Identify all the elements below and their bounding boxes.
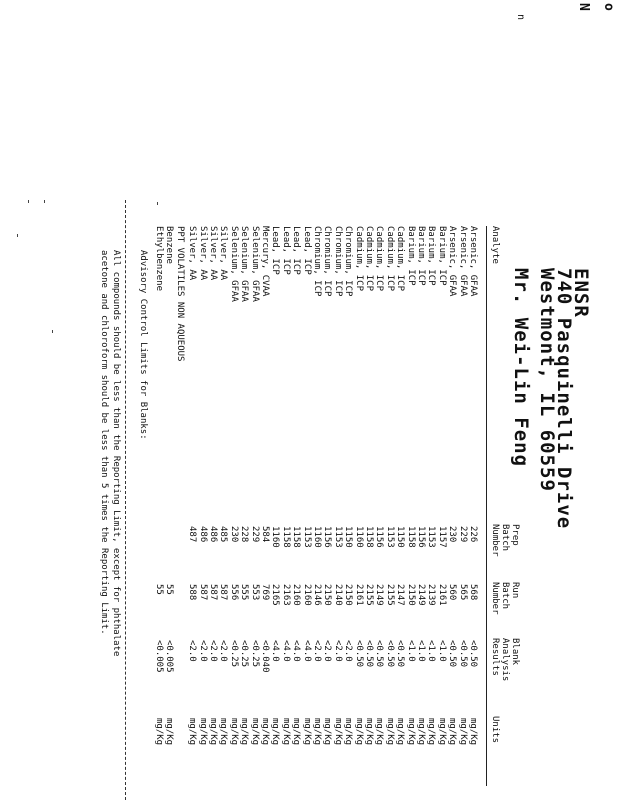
cell-analyte: Cadmium, ICP [353, 226, 364, 292]
cell-analyte: Cadmium, ICP [395, 226, 406, 292]
cell-run: 565 [457, 584, 468, 601]
cell-prep: 584 [260, 526, 270, 543]
cell-result: <1.0 [405, 640, 416, 662]
cell-units: mg/Kg [405, 718, 416, 746]
cell-result: <0.50 [447, 640, 458, 668]
cell-analyte: Arsenic, GFAA [457, 226, 468, 297]
cell-prep: 1150 [395, 526, 406, 548]
cell-analyte: Chromium, ICP [343, 226, 354, 297]
cell-result: <0.50 [384, 640, 395, 668]
cell-prep: 230 [447, 526, 458, 543]
cell-units: mg/Kg [364, 718, 374, 746]
cell-analyte: Lead, ICP [270, 226, 281, 275]
cell-units: mg/Kg [384, 718, 395, 746]
cell-prep: 487 [187, 526, 198, 543]
cell-run: 588 [187, 584, 198, 601]
cell-prep: 1156 [322, 526, 333, 548]
cell-prep: 1157 [436, 526, 447, 548]
cell-run: 587 [208, 584, 218, 601]
cell-result: <2.0 [187, 640, 198, 662]
edge-char-mid: N [576, 3, 591, 11]
cell-analyte: Cadmium, ICP [384, 226, 395, 292]
cell-run: 55 [164, 584, 175, 595]
cell-run: 2163 [280, 584, 291, 606]
footnote-line-1: All compounds should be less than the Reporting Limit, except for phthalate [111, 250, 121, 657]
cell-prep: 1150 [343, 526, 354, 548]
cell-units: mg/Kg [154, 718, 164, 746]
cell-units: mg/Kg [260, 718, 270, 746]
cell-run: 2149 [416, 584, 426, 606]
cell-analyte: Silver, AA [187, 226, 198, 281]
col-analyte-label: Analyte [490, 226, 500, 264]
cell-units: mg/Kg [228, 718, 239, 746]
edge-char-bot: n [515, 14, 526, 21]
cell-run: 2149 [374, 584, 385, 606]
cell-units: mg/Kg [208, 718, 218, 746]
cell-result: <4.0 [280, 640, 291, 662]
col-prep-l3: Number [490, 524, 500, 557]
scan-speck [157, 202, 158, 205]
cell-run: 2165 [270, 584, 281, 606]
cell-result: <1.0 [436, 640, 447, 662]
col-prep-l2: Batch [500, 524, 510, 552]
col-run-l1: Run [510, 582, 520, 599]
cell-analyte: Chromium, ICP [322, 226, 333, 297]
cell-analyte: Silver, AA [218, 226, 229, 281]
cell-analyte: Lead, ICP [301, 226, 312, 275]
cell-result: <2.0 [332, 640, 343, 662]
cell-units: mg/Kg [312, 718, 322, 746]
cell-run: 587 [218, 584, 229, 601]
cell-analyte: Selenium, GFAA [239, 226, 250, 302]
cell-analyte: Barium, ICP [405, 226, 416, 286]
cell-run: 553 [249, 584, 260, 601]
cell-result: <1.0 [426, 640, 437, 662]
cell-units: mg/Kg [249, 718, 260, 746]
cell-prep: 1158 [291, 526, 302, 548]
cell-prep: 485 [218, 526, 229, 543]
cell-run: 555 [239, 584, 250, 601]
cell-result: <0.50 [364, 640, 374, 668]
cell-result: <2.0 [208, 640, 218, 662]
cell-prep: 486 [197, 526, 208, 543]
col-units-label: Units [490, 716, 500, 744]
cell-prep: 1156 [416, 526, 426, 548]
cell-run: 2146 [312, 584, 322, 606]
cell-units: mg/Kg [343, 718, 354, 746]
cell-prep: 1158 [280, 526, 291, 548]
cell-run: 2160 [301, 584, 312, 606]
cell-run: 568 [468, 584, 478, 601]
cell-prep: 1153 [332, 526, 343, 548]
cell-run: 2161 [353, 584, 364, 606]
cell-units: mg/Kg [239, 718, 250, 746]
cell-analyte: Selenium, GFAA [228, 226, 239, 302]
cell-result: <4.0 [301, 640, 312, 662]
cell-prep: 229 [457, 526, 468, 543]
cell-analyte: Silver, AA [197, 226, 208, 281]
cell-prep: 1153 [384, 526, 395, 548]
cell-run: 2160 [291, 584, 302, 606]
cell-units: mg/Kg [353, 718, 364, 746]
cell-analyte: Lead, ICP [280, 226, 291, 275]
cell-analyte: Barium, ICP [416, 226, 426, 286]
scan-speck [52, 330, 53, 333]
col-blank-l1: Blank [510, 638, 520, 666]
cell-run: 2150 [343, 584, 354, 606]
cell-prep: 226 [468, 526, 478, 543]
cell-prep: 1153 [301, 526, 312, 548]
cell-result: <2.0 [343, 640, 354, 662]
cell-prep: 1153 [426, 526, 437, 548]
cell-analyte: Barium, ICP [436, 226, 447, 286]
cell-prep: 229 [249, 526, 260, 543]
cell-units: mg/Kg [395, 718, 406, 746]
cell-result: <2.0 [312, 640, 322, 662]
cell-analyte: Selenium, GFAA [249, 226, 260, 302]
cell-prep: 1158 [405, 526, 416, 548]
col-run-l3: Number [490, 582, 500, 615]
cell-run: 2140 [332, 584, 343, 606]
cell-result: <0.25 [228, 640, 239, 668]
cell-run: 2155 [364, 584, 374, 606]
cell-result: <0.50 [374, 640, 385, 668]
company-city: Westmont, IL 60559 [536, 268, 558, 492]
cell-prep: 1158 [364, 526, 374, 548]
col-blank-l2: Analysis [500, 638, 510, 682]
cell-result: <4.0 [291, 640, 302, 662]
cell-units: mg/Kg [218, 718, 229, 746]
cell-prep: 1160 [312, 526, 322, 548]
cell-analyte: Cadmium, ICP [374, 226, 385, 292]
table-header-underline [486, 226, 487, 786]
cell-result: <2.0 [218, 640, 229, 662]
cell-units: mg/Kg [426, 718, 437, 746]
cell-result: <0.50 [395, 640, 406, 668]
cell-units: mg/Kg [416, 718, 426, 746]
cell-analyte: Arsenic, GFAA [447, 226, 458, 297]
col-prep-l1: Prep [510, 524, 520, 546]
cell-units: mg/Kg [301, 718, 312, 746]
cell-units: mg/Kg [291, 718, 302, 746]
cell-result: <0.50 [353, 640, 364, 668]
footnote-line-2: acetone and chloroform should be less than 5 times the Reporting Limit. [99, 250, 109, 635]
company-street: 740 Pasquinelli Drive [553, 268, 575, 530]
cell-run: 2155 [384, 584, 395, 606]
cell-run: 2147 [395, 584, 406, 606]
cell-analyte: Cadmium, ICP [364, 226, 374, 292]
cell-units: mg/Kg [187, 718, 198, 746]
cell-result: <0.005 [154, 640, 164, 673]
cell-analyte: PPT VOLATILES NON AQUEOUS [174, 226, 185, 362]
cell-analyte: Silver, AA [208, 226, 218, 281]
cell-run: 769 [260, 584, 270, 601]
scan-speck [28, 200, 29, 203]
cell-units: mg/Kg [332, 718, 343, 746]
cell-prep: 1156 [374, 526, 385, 548]
cell-units: mg/Kg [436, 718, 447, 746]
col-run-l2: Batch [500, 582, 510, 610]
cell-result: <0.50 [468, 640, 478, 668]
cell-result: <0.25 [239, 640, 250, 668]
cell-units: mg/Kg [457, 718, 468, 746]
cell-analyte: Chromium, ICP [332, 226, 343, 297]
cell-run: 2150 [322, 584, 333, 606]
cell-run: 2161 [436, 584, 447, 606]
cell-run: 560 [447, 584, 458, 601]
cell-analyte: Arsenic, GFAA [468, 226, 478, 297]
cell-units: mg/Kg [322, 718, 333, 746]
cell-result: <0.040 [260, 640, 270, 673]
edge-char-top: o [601, 3, 616, 11]
cell-prep: 228 [239, 526, 250, 543]
cell-units: mg/Kg [197, 718, 208, 746]
cell-result: <0.25 [249, 640, 260, 668]
cell-prep: 1160 [353, 526, 364, 548]
cell-result: <2.0 [197, 640, 208, 662]
company-name: ENSR [570, 268, 592, 318]
attention-name: Mr. Wei-Lin Feng [510, 268, 532, 468]
cell-units: mg/Kg [280, 718, 291, 746]
scan-speck [17, 234, 18, 237]
cell-analyte: Chromium, ICP [312, 226, 322, 297]
cell-units: mg/Kg [164, 718, 175, 746]
cell-analyte: Lead, ICP [291, 226, 302, 275]
cell-analyte: Barium, ICP [426, 226, 437, 286]
cell-prep: 1160 [270, 526, 281, 548]
cell-prep: 486 [208, 526, 218, 543]
cell-prep: 230 [228, 526, 239, 543]
cell-result: <2.0 [322, 640, 333, 662]
cell-analyte: Benzene [164, 226, 175, 264]
cell-units: mg/Kg [270, 718, 281, 746]
cell-result: <0.005 [164, 640, 175, 673]
col-blank-l3: Results [490, 638, 500, 676]
cell-units: mg/Kg [374, 718, 385, 746]
page-dashed-divider [125, 200, 126, 800]
cell-analyte: Ethylbenzene [154, 226, 164, 292]
cell-run: 2139 [426, 584, 437, 606]
cell-analyte: Mercury, CVAA [260, 226, 270, 297]
cell-units: mg/Kg [468, 718, 478, 746]
cell-result: <1.0 [416, 640, 426, 662]
cell-run: 587 [197, 584, 208, 601]
cell-result: <0.50 [457, 640, 468, 668]
cell-run: 55 [154, 584, 164, 595]
advisory-note: Advisory Control Limits for Blanks: [138, 250, 148, 440]
cell-run: 556 [228, 584, 239, 601]
scan-speck [44, 200, 45, 203]
cell-run: 2150 [405, 584, 416, 606]
cell-units: mg/Kg [447, 718, 458, 746]
cell-result: <4.0 [270, 640, 281, 662]
